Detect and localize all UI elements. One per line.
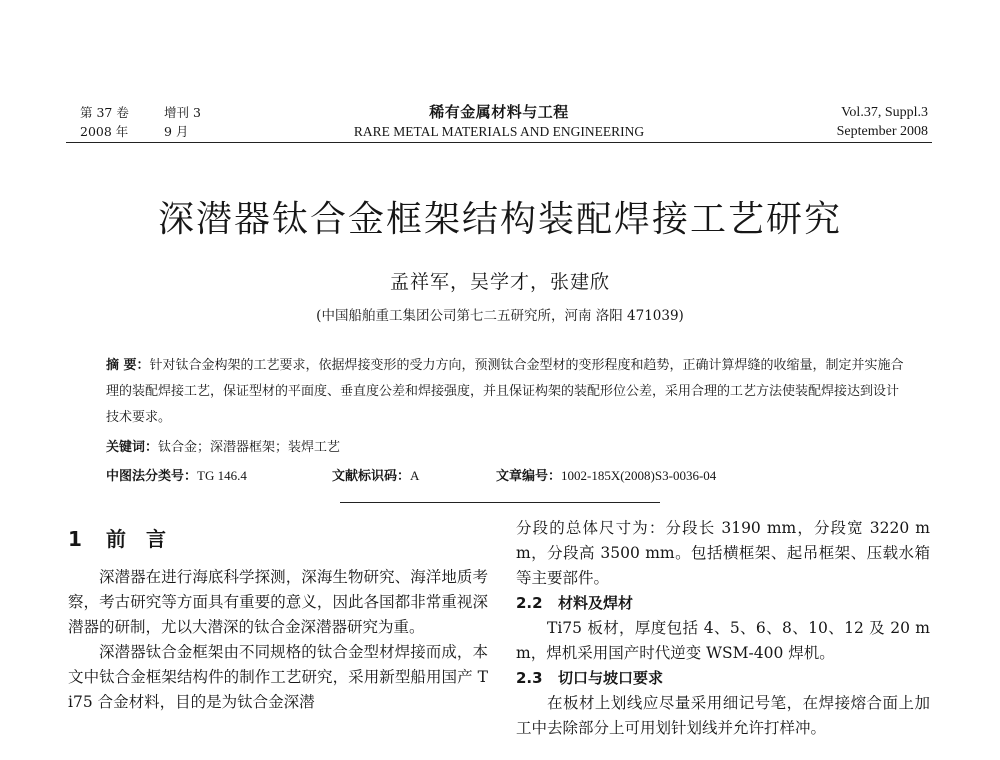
- document-code: [332, 465, 419, 488]
- subsection-number: 2.3: [516, 669, 543, 687]
- issue-info-en: [837, 103, 928, 141]
- classification-meta: [106, 465, 906, 487]
- year: 2008 年: [80, 124, 129, 139]
- keywords: [106, 437, 340, 459]
- issue-info: [80, 103, 201, 141]
- document-code-label: 文献标识码：: [332, 469, 411, 484]
- abstract-divider: [340, 502, 660, 503]
- body-column-right: [516, 516, 930, 741]
- section-heading-1: [68, 523, 488, 555]
- month: 9 月: [164, 124, 189, 139]
- abstract: [106, 353, 906, 431]
- keywords-text: 钛合金；深潜器框架；装焊工艺: [158, 440, 341, 455]
- subsection-number: 2.2: [516, 594, 543, 612]
- subsection-title: 材料及焊材: [558, 594, 634, 612]
- paragraph: 分段的总体尺寸为：分段长 3190 mm，分段宽 3220 mm，分段高 3500 mm。包括横框架、起吊框架、压载水箱等主要部件。: [516, 519, 930, 587]
- body-column-left: [68, 523, 488, 715]
- paragraph: 在板材上划线应尽量采用细记号笔，在焊接熔合面上加工中去除部分上可用划针划线并允许打样冲。: [516, 694, 930, 737]
- subsection-heading-2-2: [516, 591, 930, 616]
- paragraph: 深潜器钛合金框架由不同规格的钛合金型材焊接而成，本文中钛合金框架结构件的制作工艺研究，采用新型船用国产 Ti75 合金材料，目的是为钛合金深潜: [68, 643, 488, 711]
- document-code-value: A: [410, 468, 420, 483]
- keywords-label: 关键词：: [106, 440, 159, 455]
- date-en: September 2008: [836, 124, 928, 139]
- journal-header: [66, 100, 932, 143]
- issue: 增刊 3: [164, 105, 201, 120]
- journal-name-cn: 稀有金属材料与工程: [429, 103, 569, 121]
- journal-name-en: RARE METAL MATERIALS AND ENGINEERING: [353, 124, 645, 139]
- paragraph: 深潜器在进行海底科学探测，深海生物研究、海洋地质考察，考古研究等方面具有重要的意义，因此各国都非常重视深潜器的研制，尤以大潜深的钛合金深潜器研究为重。: [68, 568, 488, 636]
- clc-value: TG 146.4: [197, 468, 247, 483]
- section-number: 1: [68, 527, 82, 551]
- volume: 第 37 卷: [80, 105, 129, 120]
- article-title: 深潜器钛合金框架结构装配焊接工艺研究: [157, 199, 842, 240]
- section-title: 前言: [106, 527, 186, 551]
- subsection-title: 切口与坡口要求: [558, 669, 664, 687]
- volume-en: Vol.37, Suppl.3: [841, 105, 928, 120]
- article-affiliation: (中国船舶重工集团公司第七二五研究所，河南 洛阳 471039): [316, 308, 684, 324]
- paragraph: Ti75 板材，厚度包括 4、5、6、8、10、12 及 20 mm，焊机采用国产时代逆变 WSM-400 焊机。: [516, 619, 930, 662]
- article-number-label: 文章编号：: [496, 469, 562, 484]
- abstract-text: 针对钛合金构架的工艺要求，依据焊接变形的受力方向，预测钛合金型材的变形程度和趋势，正确计算焊缝的收缩量，制定并实施合理的装配焊接工艺，保证型材的平面度、垂直度公差和焊接强度，并且保证构架的装配形位公差，采用合理的工艺方法使装配焊接达到设计技术要求。: [106, 358, 904, 425]
- article-authors: 孟祥军，吴学才，张建欣: [389, 271, 610, 293]
- article-number: [496, 465, 716, 488]
- clc-code: [106, 465, 247, 488]
- clc-label: 中图法分类号：: [106, 469, 198, 484]
- subsection-heading-2-3: [516, 666, 930, 691]
- article-number-value: 1002-185X(2008)S3-0036-04: [561, 468, 717, 483]
- abstract-label: 摘 要：: [106, 358, 150, 373]
